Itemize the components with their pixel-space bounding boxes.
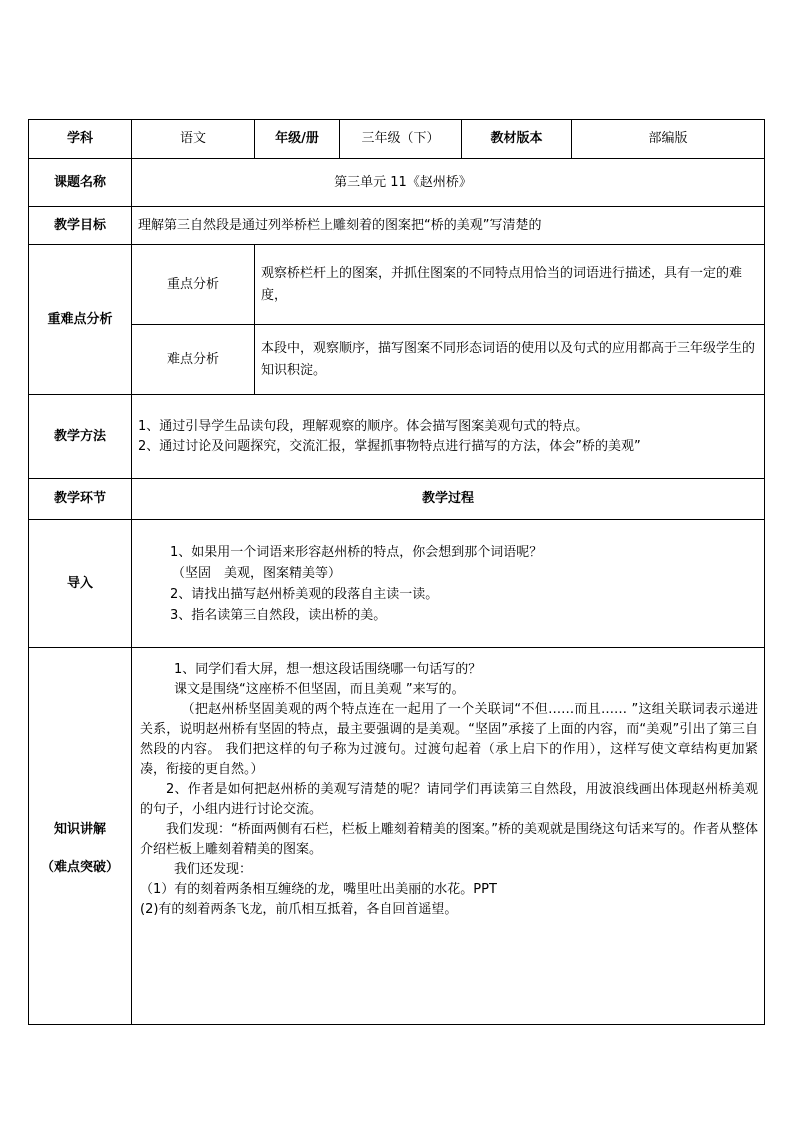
knowledge-sublabel: （难点突破） <box>40 860 119 875</box>
lesson-plan-table <box>28 119 765 1025</box>
intro-content <box>132 520 765 648</box>
subject-label: 学科 <box>29 120 132 159</box>
method-content <box>132 395 765 479</box>
knowledge-label-cell <box>29 648 132 1025</box>
stage-header: 教学环节 <box>29 479 132 520</box>
header-row <box>29 120 765 159</box>
intro-line: （坚固 美观，图案精美等） <box>172 565 342 581</box>
knowledge-paragraph: 1、同学们看大屏，想一想这段话围绕哪一句话写的？ <box>174 662 482 677</box>
knowledge-paragraph: 我们还发现： <box>174 862 253 877</box>
topic-value: 第三单元 11《赵州桥》 <box>132 159 765 207</box>
topic-label: 课题名称 <box>29 159 132 207</box>
knowledge-paragraph: (2)有的刻着两条飞龙，前爪相互抵着，各自回首遥望。 <box>140 902 458 917</box>
knowledge-content <box>132 648 765 1025</box>
edition-label: 教材版本 <box>462 120 572 159</box>
subject-value: 语文 <box>132 120 255 159</box>
knowledge-paragraph: 我们发现：“桥面两侧有石栏，栏板上雕刻着精美的图案。”桥的美观就是围绕这句话来写的。作者从整体介绍栏板上雕刻着精美的图案。 <box>140 822 758 857</box>
method-line: 2、通过讨论及问题探究，交流汇报，掌握抓事物特点进行描写的方法，体会”桥的美观” <box>138 438 641 454</box>
process-header: 教学过程 <box>132 479 765 520</box>
knowledge-row <box>29 648 765 1025</box>
analysis-label: 重难点分析 <box>29 245 132 395</box>
grade-value: 三年级（下） <box>340 120 462 159</box>
knowledge-paragraph: （1）有的刻着两条相互缠绕的龙，嘴里吐出美丽的水花。PPT <box>140 882 497 897</box>
goal-row <box>29 207 765 245</box>
process-header-row <box>29 479 765 520</box>
intro-line: 2、请找出描写赵州桥美观的段落自主读一读。 <box>170 586 439 602</box>
edition-value: 部编版 <box>572 120 765 159</box>
key-analysis-row <box>29 245 765 325</box>
method-label: 教学方法 <box>29 395 132 479</box>
difficult-analysis-row <box>29 325 765 395</box>
intro-row <box>29 520 765 648</box>
intro-label: 导入 <box>29 520 132 648</box>
key-analysis-value: 观察桥栏杆上的图案，并抓住图案的不同特点用恰当的词语进行描述，具有一定的难度， <box>255 245 765 325</box>
goal-value: 理解第三自然段是通过列举桥栏上雕刻着的图案把“桥的美观”写清楚的 <box>132 207 765 245</box>
difficult-analysis-label: 难点分析 <box>132 325 255 395</box>
knowledge-paragraph: （把赵州桥坚固美观的两个特点连在一起用了一个关联词“不但……而且…… ”这组关联词表示递进关系，说明赵州桥有坚固的特点，最主要强调的是美观。“坚固”承接了上面的内容，而“美观”引出了第三自然段的内容。 我们把这样的句子称为过渡句。过渡句起着（承上启下的作用），这样写使文章结构更加紧凑，衔接的更自然。） <box>140 702 758 777</box>
method-row <box>29 395 765 479</box>
goal-label: 教学目标 <box>29 207 132 245</box>
topic-row <box>29 159 765 207</box>
method-line: 1、通过引导学生品读句段，理解观察的顺序。体会描写图案美观句式的特点。 <box>138 418 589 434</box>
knowledge-label: 知识讲解 <box>53 822 106 837</box>
knowledge-paragraph: 2、作者是如何把赵州桥的美观写清楚的呢？请同学们再读第三自然段，用波浪线画出体现赵州桥美观的句子，小组内进行讨论交流。 <box>140 782 758 817</box>
intro-line: 1、如果用一个词语来形容赵州桥的特点，你会想到那个词语呢？ <box>170 544 543 560</box>
grade-label: 年级/册 <box>255 120 340 159</box>
difficult-analysis-value: 本段中，观察顺序，描写图案不同形态词语的使用以及句式的应用都高于三年级学生的知识积淀。 <box>255 325 765 395</box>
knowledge-paragraph: 课文是围绕“这座桥不但坚固，而且美观 ”来写的。 <box>174 682 465 697</box>
intro-line: 3、指名读第三自然段，读出桥的美。 <box>170 607 387 623</box>
key-analysis-label: 重点分析 <box>132 245 255 325</box>
